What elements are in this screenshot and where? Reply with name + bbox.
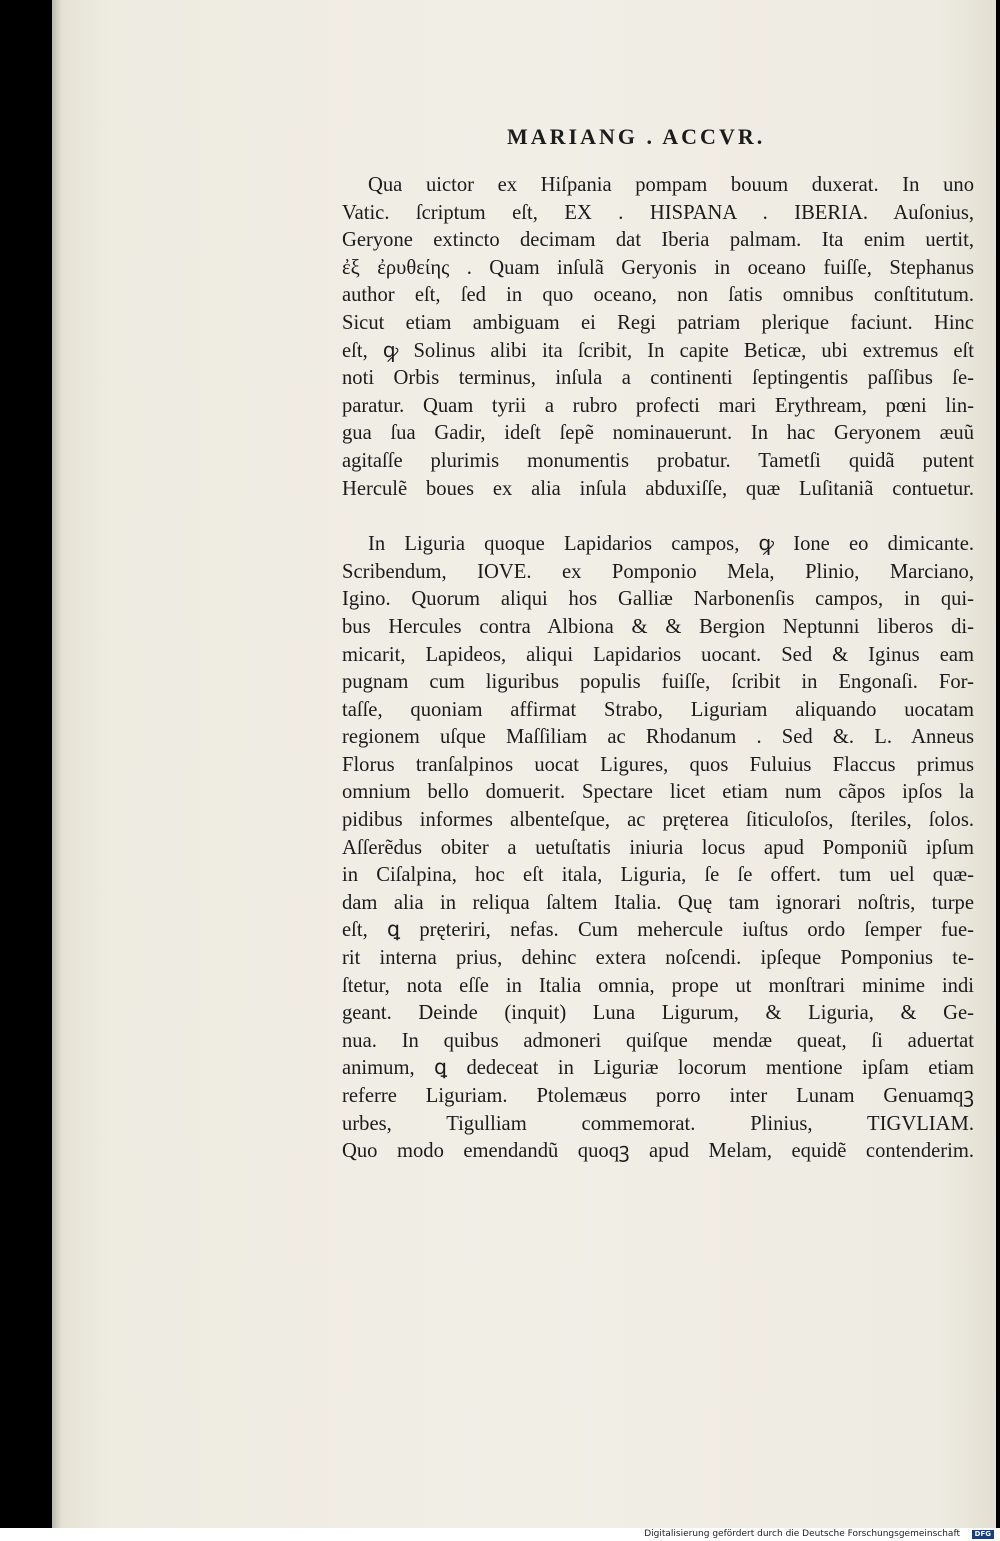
text-line: Geryone extincto decimam dat Iberia palmam. Ita enim uertit, <box>342 229 974 252</box>
text-line: Sicut etiam ambiguam ei Regi patriam plerique faciunt. Hinc <box>342 311 974 334</box>
text-line: eſt, ꝗ pręteriri, nefas. Cum mehercule iuſtus ordo ſemper fue- <box>342 919 974 942</box>
text-line: taſſe, quoniam affirmat Strabo, Liguriam aliquando uocatam <box>342 698 974 721</box>
text-line: Qua uictor ex Hiſpania pompam bouum duxerat. In uno <box>368 174 974 196</box>
text-line: Florus tranſalpinos uocat Ligures, quos Fuluius Flaccus primus <box>342 753 974 776</box>
funding-notice: Digitalisierung gefördert durch die Deutsche Forschungsgemeinschaft <box>644 1529 960 1539</box>
text-line: in Ciſalpina, hoc eſt itala, Liguria, ſe ſe offert. tum uel quæ- <box>342 864 974 887</box>
text-line: animum, ꝗ dedeceat in Liguriæ locorum mentione ipſam etiam <box>342 1057 974 1080</box>
text-line: urbes, Tigulliam commemorat. Plinius, TIGVLIAM. <box>342 1112 974 1135</box>
dfg-logo: DFG <box>972 1530 994 1539</box>
text-line: Vatic. ſcriptum eſt, EX . HISPANA . IBERIA. Auſonius, <box>342 201 974 224</box>
text-block <box>342 172 974 1166</box>
running-head: MARIANG . ACCVR. <box>507 124 766 149</box>
text-line: paratur. Quam tyrii a rubro profecti mari Erythream, pœni lin- <box>342 394 974 417</box>
text-line: Quo modo emendandũ quoqꝫ apud Melam, equidẽ contenderim. <box>342 1140 974 1163</box>
paragraph-1 <box>342 172 974 503</box>
text-line: referre Liguriam. Ptolemæus porro inter Lunam Genuamqꝫ <box>342 1085 974 1107</box>
text-line: pugnam cum liguribus populis fuiſſe, ſcribit in Engonaſi. For- <box>342 671 974 694</box>
text-line: Herculẽ boues ex alia inſula abduxiſſe, quæ Luſitaniã contuetur. <box>342 477 974 500</box>
paragraph-2 <box>342 531 974 1166</box>
book-page <box>52 0 996 1528</box>
footer-bar <box>0 1528 1000 1541</box>
text-line: noti Orbis terminus, inſula a continenti ſeptingentis paſſibus ſe- <box>342 367 974 390</box>
text-line: geant. Deinde (inquit) Luna Ligurum, & Liguria, & Ge- <box>342 1002 974 1025</box>
text-line: nua. In quibus admoneri quiſque mendæ queat, ſi aduertat <box>342 1029 974 1052</box>
text-line: rit interna prius, dehinc extera noſcendi. ipſeque Pomponius te- <box>342 947 974 970</box>
paragraph-gap <box>342 503 974 531</box>
text-line: regionem uſque Maſſiliam ac Rhodanum . Sed &. L. Anneus <box>342 726 974 749</box>
text-line: gua ſua Gadir, ideſt ſepẽ nominauerunt. In hac Geryonem æuũ <box>342 422 974 445</box>
text-line: agitaſſe plurimis monumentis probatur. Tametſi quidã putent <box>342 449 974 472</box>
text-line: In Liguria quoque Lapidarios campos, ꝙ Ione eo dimicante. <box>368 533 974 556</box>
text-line: Igino. Quorum aliqui hos Galliæ Narbonenſis campos, in qui- <box>342 588 974 611</box>
text-line: pidibus informes albenteſque, ac pręterea ſiticuloſos, ſteriles, ſolos. <box>342 809 974 832</box>
text-line: eſt, ꝙ Solinus alibi ita ſcribit, In capite Beticæ, ubi extremus eſt <box>342 339 974 362</box>
text-line: omnium bello domuerit. Spectare licet etiam num cãpos ipſos la <box>342 781 974 804</box>
text-line: Scribendum, IOVE. ex Pomponio Mela, Plinio, Marciano, <box>342 560 974 583</box>
text-line: ἐξ ἐρυθείης . Quam inſulã Geryonis in oceano fuiſſe, Stephanus <box>342 256 974 279</box>
text-line: dam alia in reliqua ſaltem Italia. Quę tam ignorari noſtris, turpe <box>342 891 974 914</box>
text-line: ſtetur, nota eſſe in Italia omnia, prope ut monſtrari minime indi <box>342 974 974 997</box>
text-line: Aſſerẽdus obiter a uetuſtatis iniuria locus apud Pomponiũ ipſum <box>342 836 974 859</box>
text-line: bus Hercules contra Albiona & & Bergion Neptunni liberos di- <box>342 615 974 638</box>
text-line: author eſt, ſed in quo oceano, non ſatis omnibus conſtitutum. <box>342 284 974 307</box>
text-line: micarit, Lapideos, aliqui Lapidarios uocant. Sed & Iginus eam <box>342 643 974 666</box>
